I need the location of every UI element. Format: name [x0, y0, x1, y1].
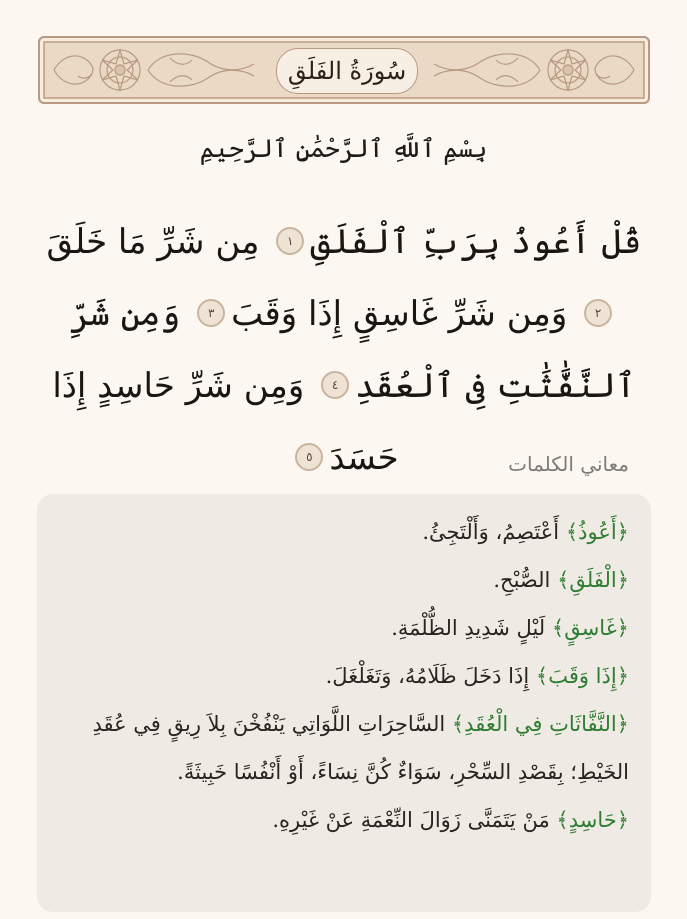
glossary-definition: السَّاحِرَاتِ اللَّوَاتِي يَنْفُخْنَ بِلاَ رِيقٍ فِي عُقَدِ الخَيْطِ؛ بِقَصْدِ السِّحْرِ، سَوَاءٌ كُنَّ نِسَاءً، أَوْ أَنْفُسًا خَبِيثَةً.: [92, 712, 629, 784]
verses-block: [38, 206, 650, 494]
verse-text: مِن شَرِّ مَا خَلَقَ: [46, 222, 260, 262]
word-meanings-heading: معاني الكلمات: [508, 452, 629, 476]
verse-number-badge: ١: [276, 227, 304, 255]
surah-header-banner: [38, 36, 650, 104]
glossary-item: [59, 508, 629, 556]
glossary-term: ﴿أَعُوذُ﴾: [565, 520, 629, 544]
glossary-definition: الصُّبْحِ.: [493, 568, 551, 592]
verse-number-badge: ٢: [584, 299, 612, 327]
glossary-item: [59, 796, 629, 844]
glossary-item: [59, 652, 629, 700]
glossary-item: [59, 556, 629, 604]
glossary-definition: أَعْتَصِمُ، وَأَلْتَجِئُ.: [422, 520, 560, 544]
word-meanings-panel: [37, 494, 651, 912]
glossary-term: ﴿النَّفَّاثَاتِ فِي الْعُقَدِ﴾: [451, 712, 629, 736]
verse-text: قُلْ أَعُوذُ بِرَبِّ ٱلْفَلَقِ: [310, 222, 642, 262]
glossary-definition: لَيْلٍ شَدِيدِ الظُّلْمَةِ.: [391, 616, 546, 640]
verse-text: وَمِن شَرِّ حَاسِدٍ إِذَا حَسَدَ: [52, 366, 399, 478]
glossary-term: ﴿حَاسِدٍ﴾: [556, 808, 629, 832]
verse-number-badge: ٥: [295, 443, 323, 471]
surah-title-frame: [276, 48, 418, 94]
glossary-item: [59, 604, 629, 652]
surah-title: سُورَةُ الفَلَقِ: [287, 57, 407, 85]
verse-number-badge: ٤: [321, 371, 349, 399]
glossary-definition: إِذَا دَخَلَ ظَلَامُهُ، وَتَغَلْغَلَ.: [325, 664, 530, 688]
glossary-term: ﴿إِذَا وَقَبَ﴾: [535, 664, 629, 688]
verse-text: وَمِن شَرِّ ٱلنَّفَّٰثَٰتِ فِى ٱلْعُقَدِ: [69, 294, 636, 406]
glossary-definition: مَنْ يَتَمَنَّى زَوَالَ النِّعْمَةِ عَنْ غَيْرِهِ.: [272, 808, 550, 832]
verse-text: وَمِن شَرِّ غَاسِقٍ إِذَا وَقَبَ: [231, 294, 568, 334]
verse-number-badge: ٣: [197, 299, 225, 327]
basmala: بِسْمِ ٱللَّهِ ٱلرَّحْمَٰنِ ٱلرَّحِيمِ: [199, 134, 488, 163]
glossary-item: [59, 700, 629, 796]
glossary-term: ﴿غَاسِقٍ﴾: [551, 616, 629, 640]
glossary-term: ﴿الْفَلَقِ﴾: [557, 568, 629, 592]
